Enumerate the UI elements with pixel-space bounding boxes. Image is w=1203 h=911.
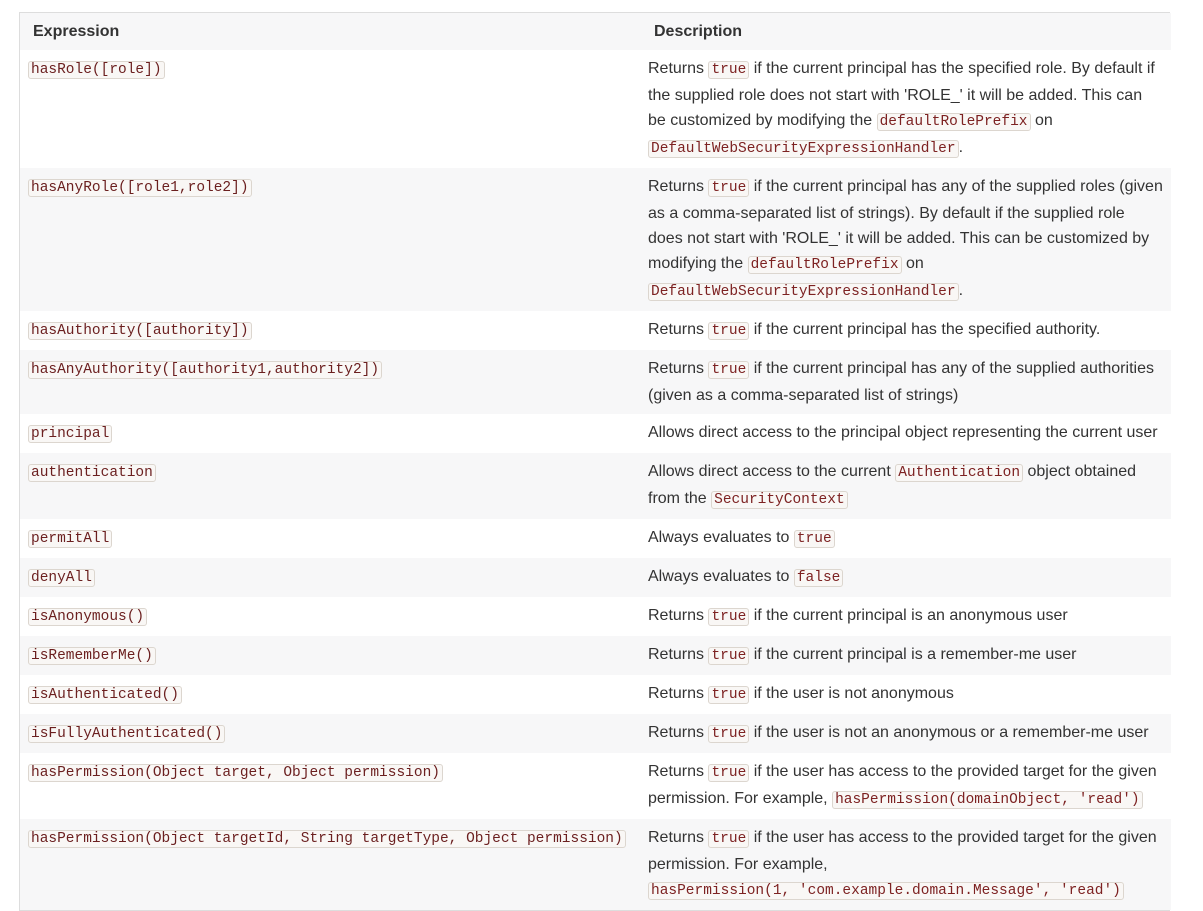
table-row bbox=[20, 675, 1171, 714]
description-cell bbox=[640, 597, 1171, 636]
description-cell bbox=[640, 519, 1171, 558]
description-cell bbox=[640, 453, 1171, 519]
expression-code: isAnonymous() bbox=[28, 608, 147, 626]
description-text: if the current principal has any of the supplied authorities (given as a comma-separated list of strings) bbox=[648, 360, 1154, 404]
description-cell bbox=[640, 311, 1171, 350]
expression-cell bbox=[20, 168, 640, 311]
description-text: Returns bbox=[648, 178, 709, 195]
expression-cell bbox=[20, 597, 640, 636]
description-text: Returns bbox=[648, 646, 709, 663]
description-cell bbox=[640, 558, 1171, 597]
inline-code: hasPermission(domainObject, 'read') bbox=[832, 791, 1143, 809]
description-text: if the current principal has any of the supplied roles (given as a comma-separated list of strings). By default if the supplied role does not start with 'ROLE_' it will be added. This can be customized by modifying the bbox=[648, 178, 1163, 272]
inline-code: true bbox=[708, 322, 749, 340]
expression-code: hasAnyAuthority([authority1,authority2]) bbox=[28, 361, 382, 379]
inline-code: true bbox=[794, 530, 835, 548]
inline-code: true bbox=[708, 686, 749, 704]
description-text: Always evaluates to bbox=[648, 568, 794, 585]
header-description: Description bbox=[654, 22, 743, 40]
description-text: if the current principal has the specified role. By default if the supplied role does not start with 'ROLE_' it will be added. This can be customized by modifying the bbox=[648, 60, 1155, 129]
description-text: if the current principal has the specified authority. bbox=[749, 321, 1101, 338]
description-text: Returns bbox=[648, 321, 709, 338]
expression-cell bbox=[20, 519, 640, 558]
description-text: on bbox=[1030, 112, 1053, 129]
description-text: if the user has access to the provided target for the given permission. For example, bbox=[648, 763, 1157, 807]
header-row bbox=[20, 13, 1171, 50]
description-text: if the user is not anonymous bbox=[749, 685, 954, 702]
expression-code: authentication bbox=[28, 464, 156, 482]
expressions-table-container bbox=[19, 12, 1170, 911]
inline-code: true bbox=[708, 830, 749, 848]
table-row bbox=[20, 714, 1171, 753]
table-row bbox=[20, 519, 1171, 558]
expression-code: isAuthenticated() bbox=[28, 686, 182, 704]
description-cell bbox=[640, 350, 1171, 414]
expression-cell bbox=[20, 453, 640, 519]
expression-cell bbox=[20, 714, 640, 753]
table-row bbox=[20, 453, 1171, 519]
description-text: . bbox=[958, 139, 964, 156]
expression-code: isFullyAuthenticated() bbox=[28, 725, 225, 743]
inline-code: true bbox=[708, 179, 749, 197]
table-row bbox=[20, 168, 1171, 311]
table-row bbox=[20, 558, 1171, 597]
expression-cell bbox=[20, 311, 640, 350]
table-body bbox=[20, 50, 1171, 910]
table-row bbox=[20, 636, 1171, 675]
expression-cell bbox=[20, 558, 640, 597]
description-cell bbox=[640, 714, 1171, 753]
inline-code: Authentication bbox=[895, 464, 1023, 482]
expression-cell bbox=[20, 414, 640, 453]
description-text: Returns bbox=[648, 360, 709, 377]
description-text: Returns bbox=[648, 607, 709, 624]
description-text: Always evaluates to bbox=[648, 529, 794, 546]
inline-code: hasPermission(1, 'com.example.domain.Message', 'read') bbox=[648, 882, 1124, 900]
inline-code: DefaultWebSecurityExpressionHandler bbox=[648, 140, 959, 158]
description-text: Returns bbox=[648, 685, 709, 702]
header-expression: Expression bbox=[33, 22, 120, 40]
expressions-table bbox=[20, 13, 1171, 910]
inline-code: defaultRolePrefix bbox=[748, 256, 902, 274]
expression-code: hasAnyRole([role1,role2]) bbox=[28, 179, 252, 197]
inline-code: true bbox=[708, 608, 749, 626]
expression-code: principal bbox=[28, 425, 112, 443]
description-cell bbox=[640, 819, 1171, 910]
expression-code: denyAll bbox=[28, 569, 95, 587]
expression-cell bbox=[20, 675, 640, 714]
inline-code: true bbox=[708, 361, 749, 379]
expression-code: hasPermission(Object target, Object permission) bbox=[28, 764, 443, 782]
description-text: on bbox=[901, 255, 924, 272]
table-row bbox=[20, 753, 1171, 819]
inline-code: true bbox=[708, 725, 749, 743]
description-cell bbox=[640, 675, 1171, 714]
expression-cell bbox=[20, 636, 640, 675]
description-text: if the current principal is a remember-me user bbox=[749, 646, 1077, 663]
table-row bbox=[20, 414, 1171, 453]
expression-code: hasPermission(Object targetId, String targetType, Object permission) bbox=[28, 830, 626, 848]
expression-code: isRememberMe() bbox=[28, 647, 156, 665]
expression-code: hasRole([role]) bbox=[28, 61, 165, 79]
inline-code: defaultRolePrefix bbox=[877, 113, 1031, 131]
inline-code: false bbox=[794, 569, 844, 587]
inline-code: DefaultWebSecurityExpressionHandler bbox=[648, 283, 959, 301]
description-cell bbox=[640, 753, 1171, 819]
table-header bbox=[20, 13, 1171, 50]
inline-code: SecurityContext bbox=[711, 491, 848, 509]
description-text: Returns bbox=[648, 829, 709, 846]
expression-cell bbox=[20, 819, 640, 910]
table-row bbox=[20, 311, 1171, 350]
expression-cell bbox=[20, 753, 640, 819]
description-cell bbox=[640, 414, 1171, 453]
expression-code: permitAll bbox=[28, 530, 112, 548]
inline-code: true bbox=[708, 647, 749, 665]
description-cell bbox=[640, 168, 1171, 311]
description-text: Allows direct access to the current bbox=[648, 463, 896, 480]
description-text: object obtained from the bbox=[648, 463, 1137, 507]
description-text: Returns bbox=[648, 763, 709, 780]
description-text: Returns bbox=[648, 60, 709, 77]
table-row bbox=[20, 350, 1171, 414]
expression-cell bbox=[20, 350, 640, 414]
description-text: if the user is not an anonymous or a remember-me user bbox=[749, 724, 1149, 741]
expression-code: hasAuthority([authority]) bbox=[28, 322, 252, 340]
description-text: . bbox=[958, 282, 964, 299]
table-row bbox=[20, 597, 1171, 636]
description-cell bbox=[640, 636, 1171, 675]
table-row bbox=[20, 50, 1171, 168]
description-text: Allows direct access to the principal object representing the current user bbox=[648, 424, 1158, 441]
description-text: if the current principal is an anonymous user bbox=[749, 607, 1068, 624]
expression-cell bbox=[20, 50, 640, 168]
description-text: if the user has access to the provided target for the given permission. For example, bbox=[648, 829, 1157, 873]
inline-code: true bbox=[708, 764, 749, 782]
table-row bbox=[20, 819, 1171, 910]
inline-code: true bbox=[708, 61, 749, 79]
description-text: Returns bbox=[648, 724, 709, 741]
description-cell bbox=[640, 50, 1171, 168]
